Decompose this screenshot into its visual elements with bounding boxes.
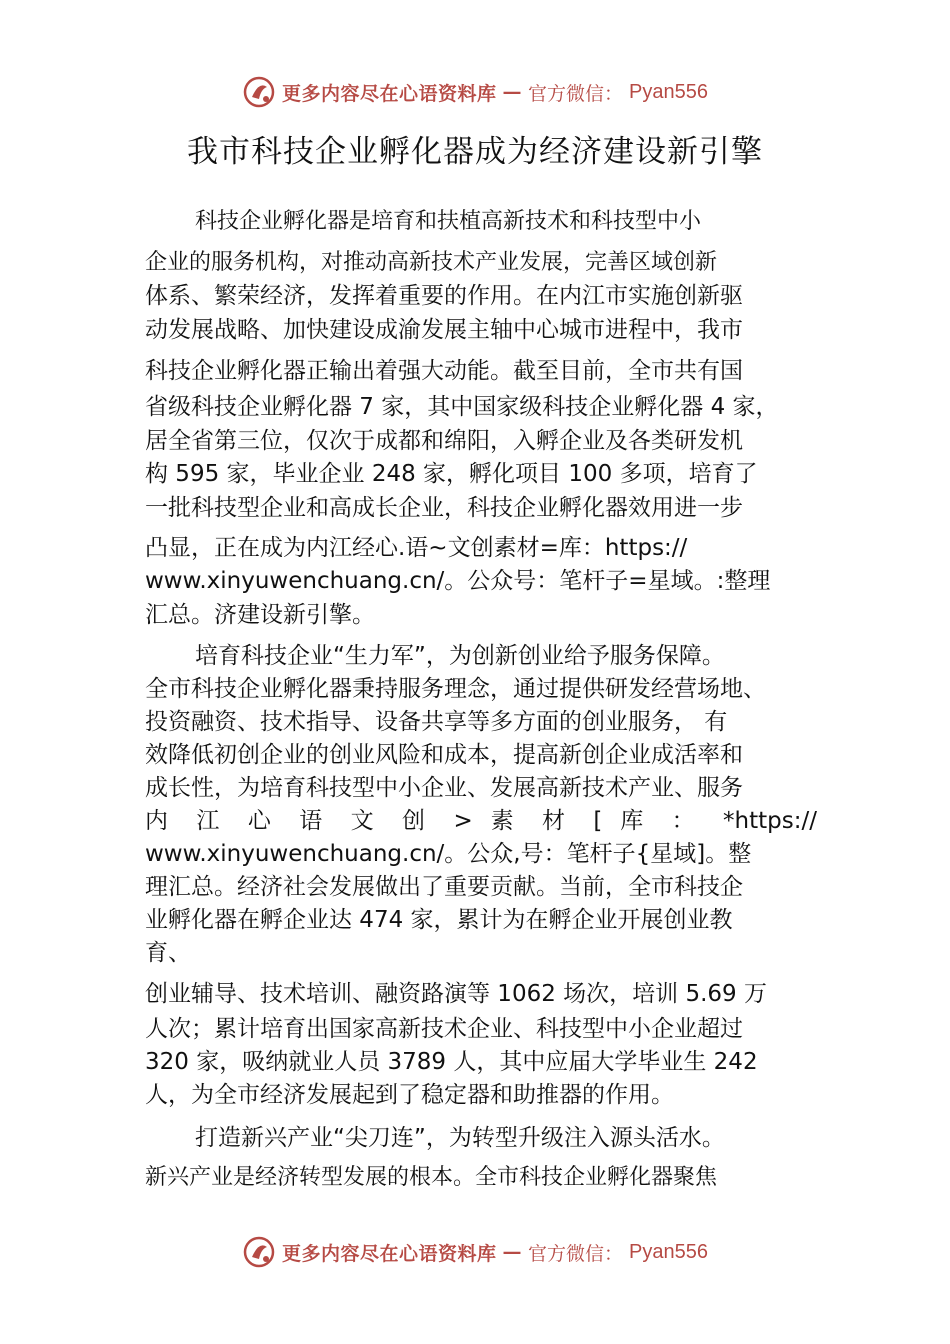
body-line: 省级科技企业孵化器 7 家，其中国家级科技企业孵化器 4 家， bbox=[145, 394, 779, 420]
body-line: 320 家，吸纳就业人员 3789 人，其中应届大学毕业生 242 bbox=[145, 1049, 758, 1075]
body-line: www.xinyuwenchuang.cn/。公众号：笔杆子=星域。:整理 bbox=[145, 568, 771, 594]
body-line: 凸显，正在成为内江经心.语~文创素材=库：https:// bbox=[145, 535, 688, 561]
body-line: 构 595 家，毕业企业 248 家，孵化项目 100 多项，培育了 bbox=[145, 461, 758, 487]
footer-banner bbox=[0, 1232, 950, 1272]
document-title: 我市科技企业孵化器成为经济建设新引擎 bbox=[187, 134, 763, 170]
body-line: 培育科技企业“生力军”，为创新创业给予服务保障。 bbox=[195, 643, 725, 669]
brand-logo-icon bbox=[242, 75, 276, 109]
body-line: 科技企业孵化器是培育和扶植高新技术和科技型中小 bbox=[195, 209, 702, 234]
body-line: 内 江 心 语 文 创 > 素 材 [ 库 ： *https:// bbox=[145, 808, 817, 834]
body-line: 效降低初创企业的创业风险和成本，提高新创企业成活率和 bbox=[145, 742, 743, 768]
banner-wechat-id: Pyan556 bbox=[629, 1240, 708, 1263]
header-banner bbox=[0, 72, 950, 112]
body-line: 育、 bbox=[145, 940, 191, 966]
body-line: www.xinyuwenchuang.cn/。公众,号：笔杆子{星域]。整 bbox=[145, 841, 752, 867]
body-line: 全市科技企业孵化器秉持服务理念，通过提供研发经营场地、 bbox=[145, 676, 766, 702]
body-line: 成长性，为培育科技型中小企业、发展高新技术产业、服务 bbox=[145, 775, 743, 801]
body-line: 企业的服务机构，对推动高新技术产业发展，完善区域创新 bbox=[145, 250, 718, 275]
brand-logo-icon bbox=[242, 1235, 276, 1269]
body-line: 打造新兴产业“尖刀连”，为转型升级注入源头活水。 bbox=[195, 1125, 725, 1151]
banner-dash: — bbox=[502, 1241, 523, 1263]
body-line: 新兴产业是经济转型发展的根本。全市科技企业孵化器聚焦 bbox=[145, 1165, 718, 1190]
banner-wechat-label: 官方微信： bbox=[528, 82, 624, 105]
body-line: 人次；累计培育出国家高新技术企业、科技型中小企业超过 bbox=[145, 1016, 743, 1042]
body-line: 理汇总。经济社会发展做出了重要贡献。当前，全市科技企 bbox=[145, 874, 743, 900]
banner-wechat-label: 官方微信： bbox=[528, 1242, 624, 1265]
body-line: 业孵化器在孵企业达 474 家，累计为在孵企业开展创业教 bbox=[145, 907, 733, 933]
body-line: 科技企业孵化器正输出着强大动能。截至目前，全市共有国 bbox=[145, 358, 743, 384]
body-line: 汇总。济建设新引擎。 bbox=[145, 602, 375, 628]
body-line: 投资融资、技术指导、设备共享等多方面的创业服务， 有 bbox=[145, 709, 728, 735]
body-line: 居全省第三位，仅次于成都和绵阳，入孵企业及各类研发机 bbox=[145, 428, 743, 454]
body-line: 创业辅导、技术培训、融资路演等 1062 场次，培训 5.69 万 bbox=[145, 981, 767, 1007]
body-line: 体系、繁荣经济，发挥着重要的作用。在内江市实施创新驱 bbox=[145, 283, 743, 309]
body-line: 动发展战略、加快建设成渝发展主轴中心城市进程中，我市 bbox=[145, 317, 743, 343]
body-line: 一批科技型企业和高成长企业，科技企业孵化器效用进一步 bbox=[145, 495, 743, 521]
banner-text: 更多内容尽在心语资料库 bbox=[282, 1242, 497, 1265]
banner-wechat-id: Pyan556 bbox=[629, 80, 708, 103]
body-line: 人，为全市经济发展起到了稳定器和助推器的作用。 bbox=[145, 1082, 674, 1108]
banner-text: 更多内容尽在心语资料库 bbox=[282, 82, 497, 105]
banner-dash: — bbox=[502, 81, 523, 103]
